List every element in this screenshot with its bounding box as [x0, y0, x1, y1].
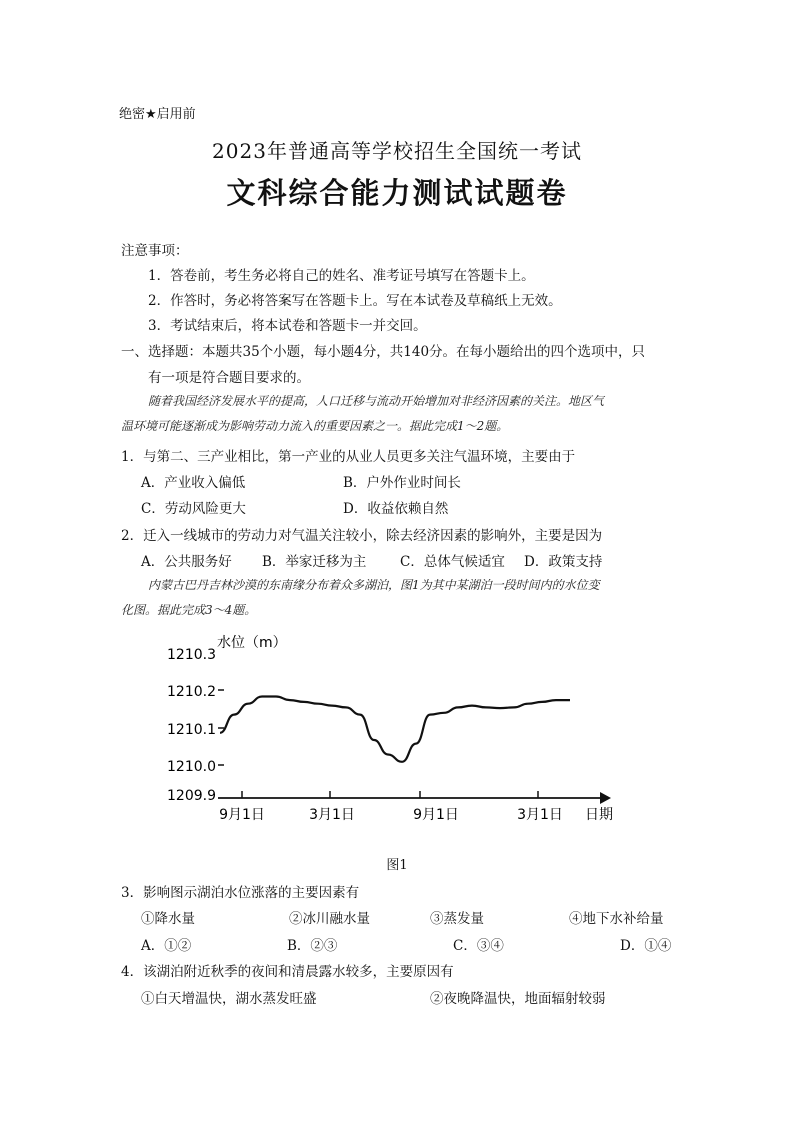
y-tick-label: 1210.2	[167, 684, 216, 700]
q3-option-c: C．③④	[453, 938, 504, 954]
exam-title: 2023年普通高等学校招生全国统一考试	[212, 139, 582, 163]
q3-option-d: D．①④	[620, 938, 672, 954]
question-2-stem: 2．迁入一线城市的劳动力对气温关注较小，除去经济因素的影响外，主要是因为	[121, 528, 603, 544]
x-axis-label: 日期	[585, 807, 613, 823]
q1-option-d: D．收益依赖自然	[343, 501, 449, 517]
q2-option-c: C．总体气候适宜	[400, 554, 505, 570]
q3-option-b: B．②③	[287, 938, 338, 954]
q3-item-3: ③蒸发量	[430, 911, 484, 927]
x-tick-label: 9月1日	[219, 807, 265, 823]
notice-heading: 注意事项：	[121, 243, 189, 259]
q3-option-a: A．①②	[141, 938, 192, 954]
question-4-stem: 4．该湖泊附近秋季的夜间和清晨露水较多，主要原因有	[121, 964, 454, 980]
figure-caption: 图1	[386, 858, 408, 873]
y-axis-label: 水位（m）	[217, 635, 287, 651]
q4-item-1: ①白天增温快，湖水蒸发旺盛	[141, 991, 317, 1007]
water-level-chart	[160, 628, 620, 828]
section-intro-cont: 有一项是符合题目要求的。	[148, 370, 310, 386]
passage-2-line: 内蒙古巴丹吉林沙漠的东南缘分布着众多湖泊，图1为其中某湖泊一段时间内的水位变	[148, 578, 600, 592]
passage-2-line: 化图。据此完成3～4题。	[121, 603, 257, 617]
x-tick-label: 3月1日	[517, 807, 563, 823]
x-tick-label: 9月1日	[413, 807, 459, 823]
question-3-stem: 3．影响图示湖泊水位涨落的主要因素有	[121, 885, 360, 901]
q2-option-b: B．举家迁移为主	[262, 554, 367, 570]
series-line	[220, 697, 570, 762]
notice-item: 1．答卷前，考生务必将自己的姓名、准考证号填写在答题卡上。	[148, 268, 535, 284]
y-tick-label: 1209.9	[167, 788, 216, 804]
passage-1-line: 随着我国经济发展水平的提高，人口迁移与流动开始增加对非经济因素的关注。地区气	[148, 394, 605, 408]
q2-option-d: D．政策支持	[524, 554, 603, 570]
paper-title: 文科综合能力测试试题卷	[226, 176, 568, 210]
q3-item-4: ④地下水补给量	[569, 911, 664, 927]
section-intro: 一、选择题：本题共35个小题，每小题4分，共140分。在每小题给出的四个选项中，只	[121, 344, 646, 360]
x-tick-label: 3月1日	[309, 807, 355, 823]
secret-label: 绝密★启用前	[119, 107, 196, 122]
q3-item-1: ①降水量	[141, 911, 195, 927]
q1-option-c: C．劳动风险更大	[141, 501, 246, 517]
notice-item: 2．作答时，务必将答案写在答题卡上。写在本试卷及草稿纸上无效。	[148, 293, 562, 309]
notice-item: 3．考试结束后，将本试卷和答题卡一并交回。	[148, 318, 427, 334]
y-tick-label: 1210.1	[167, 722, 216, 738]
question-1-stem: 1．与第二、三产业相比，第一产业的从业人员更多关注气温环境，主要由于	[121, 449, 576, 465]
y-tick-label: 1210.3	[167, 647, 216, 663]
passage-1-line: 温环境可能逐渐成为影响劳动力流入的重要因素之一。据此完成1～2题。	[121, 419, 509, 433]
q3-item-2: ②冰川融水量	[289, 911, 370, 927]
q1-option-b: B．户外作业时间长	[343, 475, 461, 491]
q1-option-a: A．产业收入偏低	[141, 475, 246, 491]
q4-item-2: ②夜晚降温快，地面辐射较弱	[430, 991, 606, 1007]
x-axis-arrow	[600, 792, 611, 804]
q2-option-a: A．公共服务好	[141, 554, 232, 570]
y-tick-label: 1210.0	[167, 759, 216, 775]
